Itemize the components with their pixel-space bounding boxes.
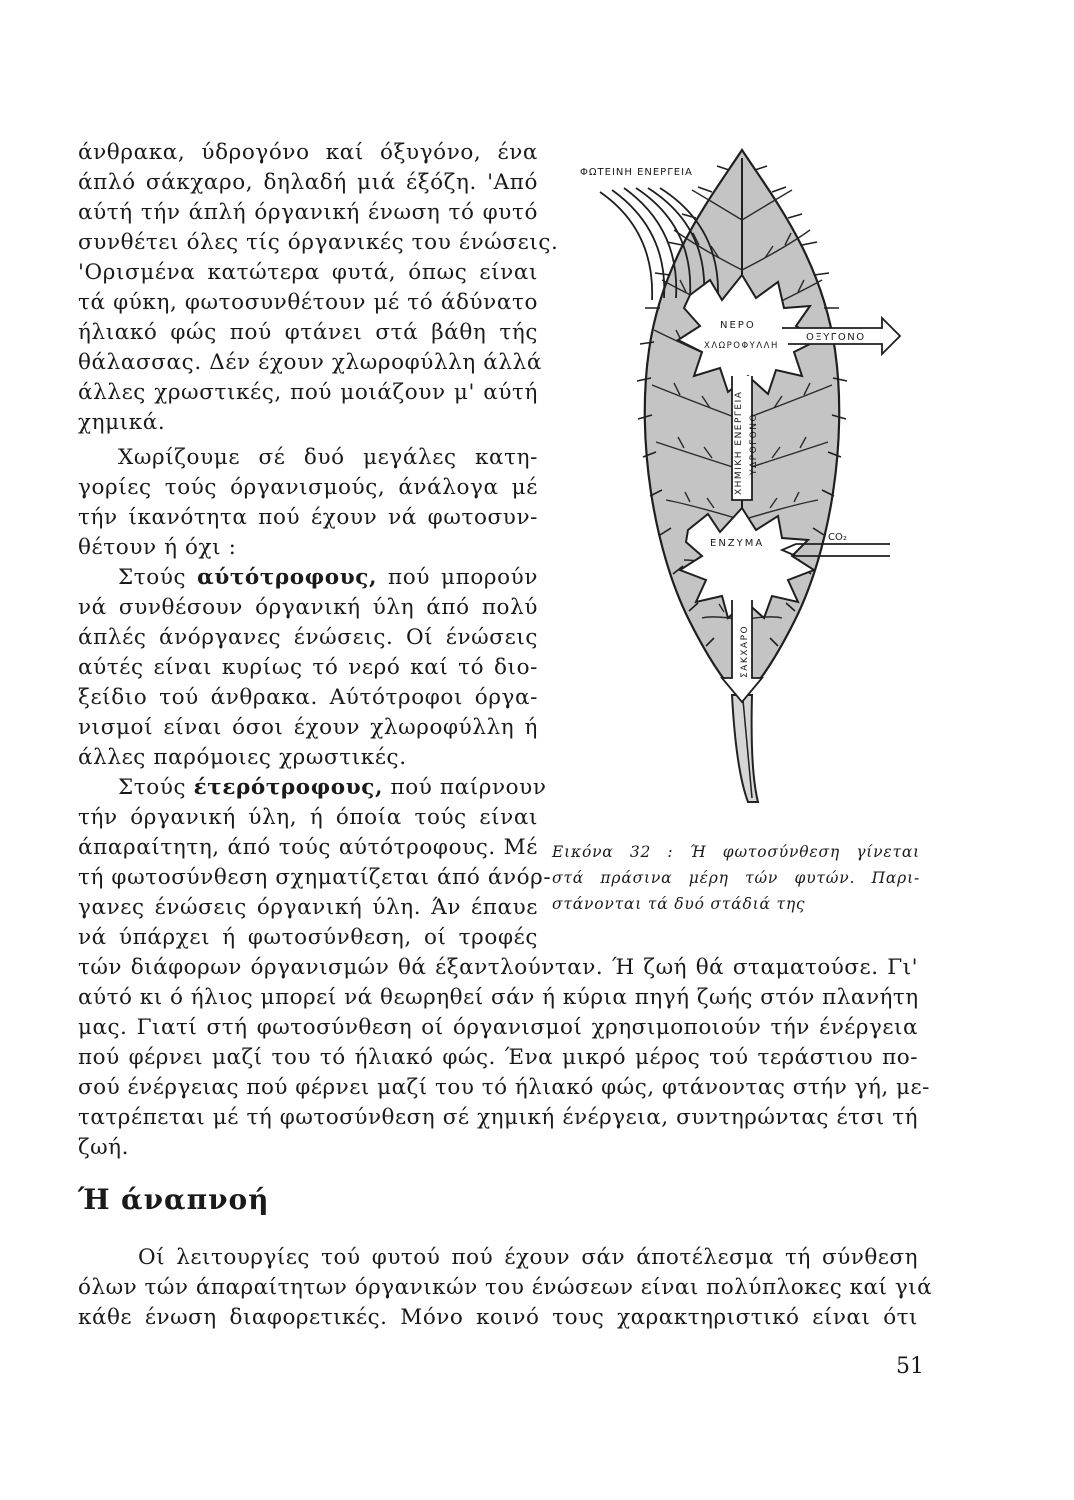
label-oxygen: ΟΞΥΓΟΝΟ (806, 332, 866, 343)
text-line: 'Ορισμένα κατώτερα φυτά, όπως είναι (78, 260, 538, 285)
text-line: θάλασσας. Δέν έχουν χλωροφύλλη άλλά (78, 350, 542, 375)
text-line: τά φύκη, φωτοσυνθέτουν μέ τό άδύνατο (78, 290, 538, 315)
text-line: όλων τών άπαραίτητων όργανικών του ένώσεων είναι πολύπλοκες καί γιά (78, 1275, 933, 1300)
text-line: πού φέρνει μαζί του τό ήλιακό φώς. Ένα μικρό μέρος τού τεράστιου πο- (78, 1045, 918, 1070)
text-line: τήν ίκανότητα πού έχουν νά φωτοσυν- (78, 505, 538, 530)
text-line: νά ύπάρχει ή φωτοσύνθεση, οί τροφές (78, 925, 538, 950)
text-line: ήλιακό φώς πού φτάνει στά βάθη τής (78, 320, 538, 345)
label-co2: CO₂ (828, 532, 847, 543)
text-line: Χωρίζουμε σέ δυό μεγάλες κατη- (118, 445, 538, 470)
text-line: ζωή. (78, 1135, 129, 1160)
text-line: μας. Γιατί στή φωτοσύνθεση οί όργανισμοί χρησιμοποιούν τήν ένέργεια (78, 1015, 918, 1040)
section-heading: Ή άναπνοή (78, 1183, 270, 1216)
label-sugar: ΣΑΚΧΑΡΟ (740, 624, 750, 678)
page-number: 51 (896, 1354, 924, 1379)
text-line: χημικά. (78, 410, 166, 435)
term-autotrophs: αύτότροφους, (197, 565, 378, 590)
photosynthesis-leaf-diagram (560, 130, 920, 820)
text-line: άπαραίτητη, άπό τούς αύτότροφους. Μέ (78, 835, 538, 860)
label-light-energy: ΦΩΤΕΙΝΗ ΕΝΕΡΓΕΙΑ (580, 167, 693, 178)
text-line: αύτή τήν άπλή όργανική ένωση τό φυτό (78, 200, 538, 225)
text-line: γανες ένώσεις όργανική ύλη. Άν έπαυε (78, 895, 538, 920)
caption-line: Εικόνα 32 : Ή φωτοσύνθεση γίνεται (552, 843, 920, 861)
term-heterotrophs: έτερότροφους, (193, 775, 384, 800)
text-line: θέτουν ή όχι : (78, 535, 237, 560)
text-line: νισμοί είναι όσοι έχουν χλωροφύλλη ή (78, 715, 538, 740)
text-line: άλλες χρωστικές, πού μοιάζουν μ' αύτή (78, 380, 538, 405)
text-line: συνθέτει όλες τίς όργανικές του ένώσεις. (78, 230, 559, 255)
text-line: άνθρακα, ύδρογόνο καί όξυγόνο, ένα (78, 140, 538, 165)
text-line: τών διάφορων όργανισμών θά έξαντλούνταν. Ή ζωή θά σταματούσε. Γι' (78, 955, 918, 980)
text-line: κάθε ένωση διαφορετικές. Μόνο κοινό τους χαρακτηριστικό είναι ότι (78, 1305, 918, 1330)
text-line: αύτό κι ό ήλιος μπορεί νά θεωρηθεί σάν ή κύρια πηγή ζωής στόν πλανήτη (78, 985, 919, 1010)
heterotroph-line: Στούς έτερότροφους, πού παίρνουν (118, 775, 547, 800)
text-line: ξείδιο τού άνθρακα. Αύτότροφοι όργα- (78, 685, 538, 710)
label-water: ΝΕΡΟ (720, 320, 756, 331)
text-line: σού ένέργειας πού φέρνει μαζί του τό ήλιακό φώς, φτάνοντας στήν γή, με- (78, 1075, 930, 1100)
text-line: αύτές είναι κυρίως τό νερό καί τό διο- (78, 655, 538, 680)
text-line: τή φωτοσύνθεση σχηματίζεται άπό άνόρ- (78, 865, 552, 890)
label-chlorophyll: ΧΛΩΡΟΦΥΛΛΗ (704, 341, 779, 351)
text-line: γορίες τούς όργανισμούς, άνάλογα μέ (78, 475, 538, 500)
label-chemical-energy: ΧΗΜΙΚΗ ΕΝΕΡΓΕΙΑ (734, 390, 744, 495)
text-line: Οί λειτουργίες τού φυτού πού έχουν σάν άποτέλεσμα τή σύνθεση (138, 1245, 918, 1270)
leaf-stem (732, 695, 758, 802)
autotroph-line: Στούς αύτότροφους, πού μπορούν (118, 565, 538, 590)
text-line: νά συνθέσουν όργανική ύλη άπό πολύ (78, 595, 538, 620)
label-hydrogen: ΥΔΡΟΓΟΝΟ (749, 412, 759, 475)
caption-line: στά πράσινα μέρη τών φυτών. Παρι- (552, 869, 920, 887)
text-line: τήν όργανική ύλη, ή όποία τούς είναι (78, 805, 538, 830)
text-line: άπλό σάκχαρο, δηλαδή μιά έξόζη. 'Από (78, 170, 538, 195)
text-line: άπλές άνόργανες ένώσεις. Οί ένώσεις (78, 625, 538, 650)
caption-line: στάνονται τά δυό στάδιά της (552, 895, 806, 913)
label-enzyme: ΕΝΖΥΜΑ (710, 538, 765, 549)
text-line: τατρέπεται μέ τή φωτοσύνθεση σέ χημική ένέργεια, συντηρώντας έτσι τή (78, 1105, 918, 1130)
text-line: άλλες παρόμοιες χρωστικές. (78, 745, 407, 770)
